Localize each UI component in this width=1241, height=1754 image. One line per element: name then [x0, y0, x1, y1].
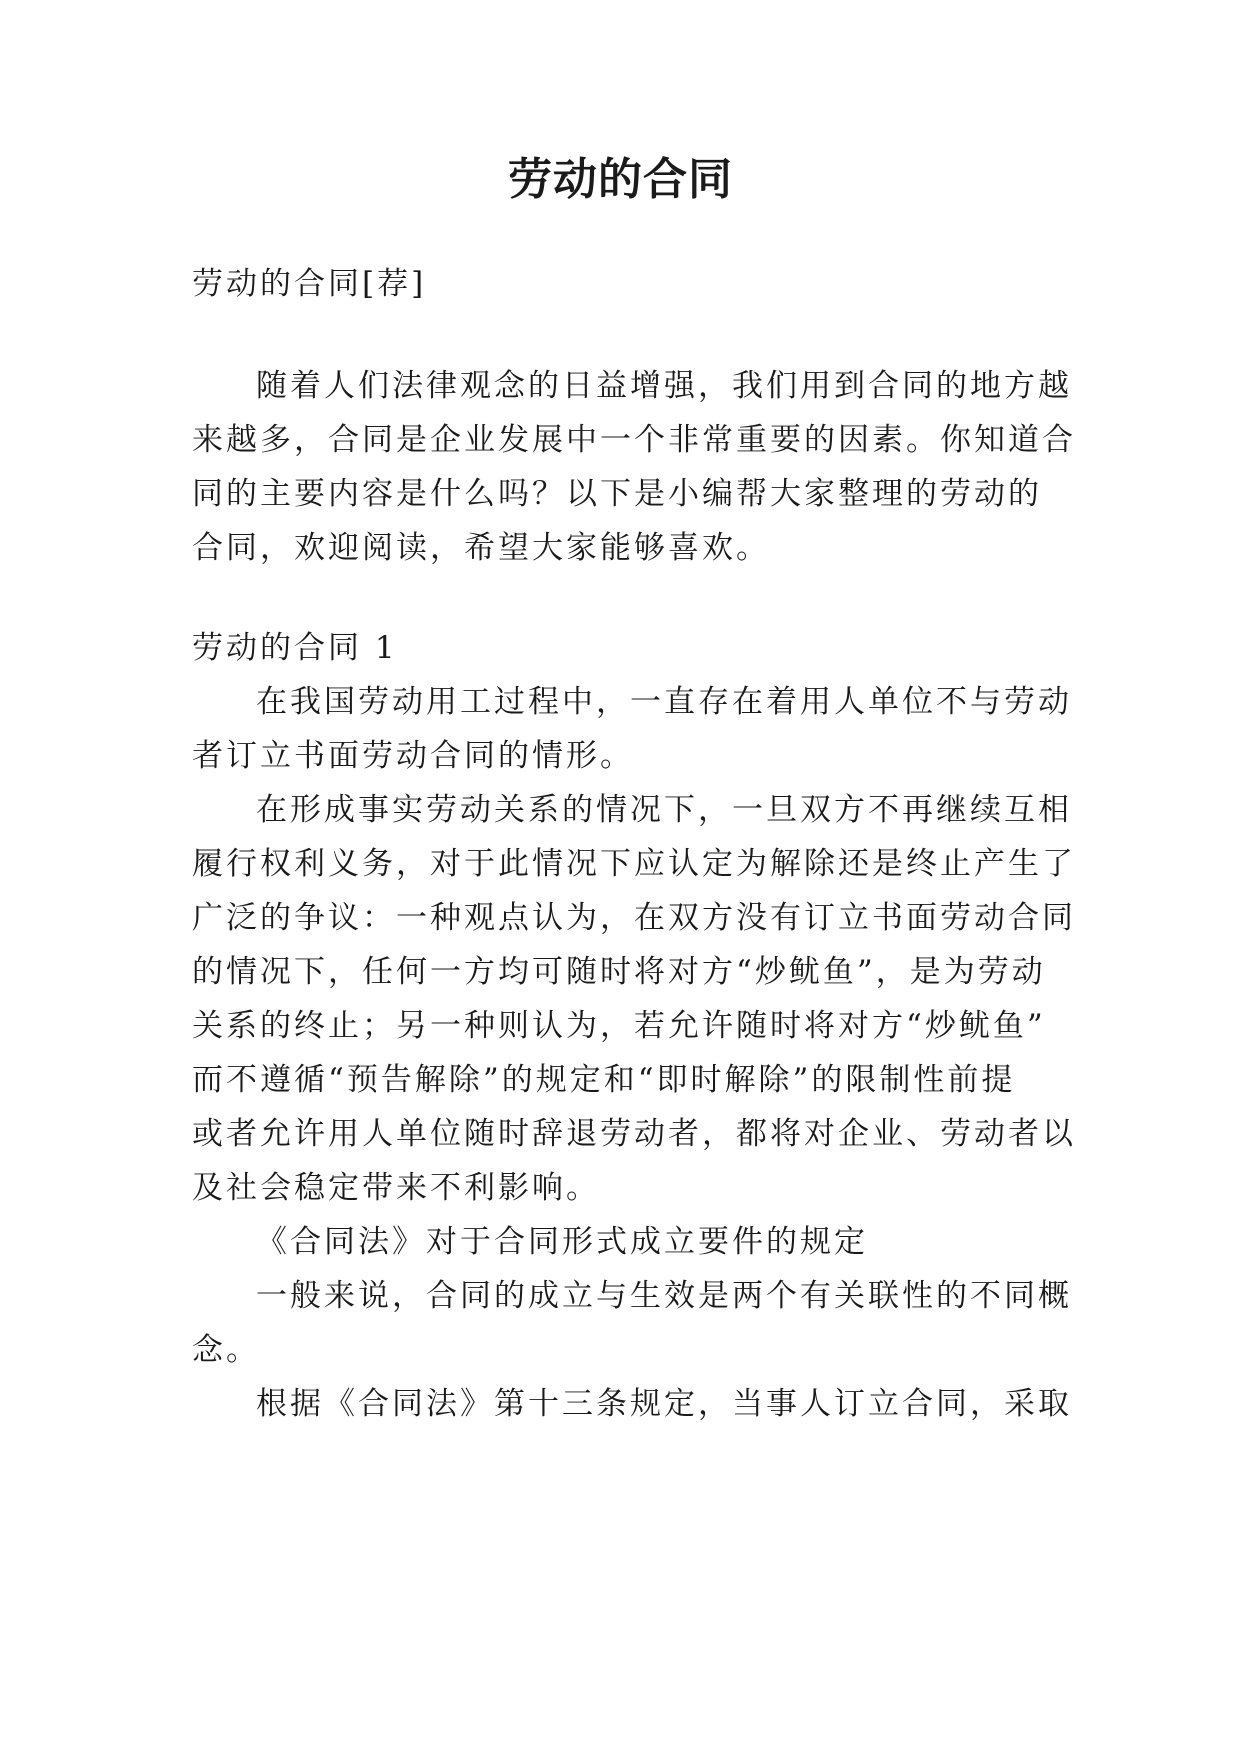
intro-line: 合同，欢迎阅读，希望大家能够喜欢。 [192, 530, 770, 566]
document-title: 劳动的合同 [508, 154, 733, 205]
paragraph-line: 根据《合同法》第十三条规定，当事人订立合同，采取 [256, 1386, 1072, 1422]
paragraph-line: 或者允许用人单位随时辞退劳动者，都将对企业、劳动者以 [192, 1116, 1076, 1152]
paragraph-line: 而不遵循“预告解除”的规定和“即时解除”的限制性前提 [192, 1062, 1016, 1098]
intro-line: 随着人们法律观念的日益增强，我们用到合同的地方越 [256, 368, 1072, 404]
paragraph-line: 的情况下，任何一方均可随时将对方“炒鱿鱼”，是为劳动 [192, 954, 1046, 990]
paragraph-line: 履行权利义务，对于此情况下应认定为解除还是终止产生了 [192, 846, 1076, 882]
paragraph-line: 一般来说，合同的成立与生效是两个有关联性的不同概 [256, 1278, 1072, 1314]
paragraph-line: 及社会稳定带来不利影响。 [192, 1170, 600, 1206]
paragraph-line: 广泛的争议：一种观点认为，在双方没有订立书面劳动合同 [192, 900, 1076, 936]
document-subtitle: 劳动的合同[荐] [192, 266, 427, 302]
paragraph-line: 在我国劳动用工过程中，一直存在着用人单位不与劳动 [256, 684, 1072, 720]
paragraph-line: 关系的终止；另一种则认为，若允许随时将对方“炒鱿鱼” [192, 1008, 1046, 1044]
paragraph-line: 《合同法》对于合同形式成立要件的规定 [256, 1224, 868, 1260]
paragraph-line: 在形成事实劳动关系的情况下，一旦双方不再继续互相 [256, 792, 1072, 828]
paragraph-line: 念。 [192, 1332, 260, 1368]
intro-line: 来越多，合同是企业发展中一个非常重要的因素。你知道合 [192, 422, 1076, 458]
intro-line: 同的主要内容是什么吗？以下是小编帮大家整理的劳动的 [192, 476, 1042, 512]
paragraph-line: 者订立书面劳动合同的情形。 [192, 738, 634, 774]
section-heading: 劳动的合同 1 [192, 630, 398, 666]
